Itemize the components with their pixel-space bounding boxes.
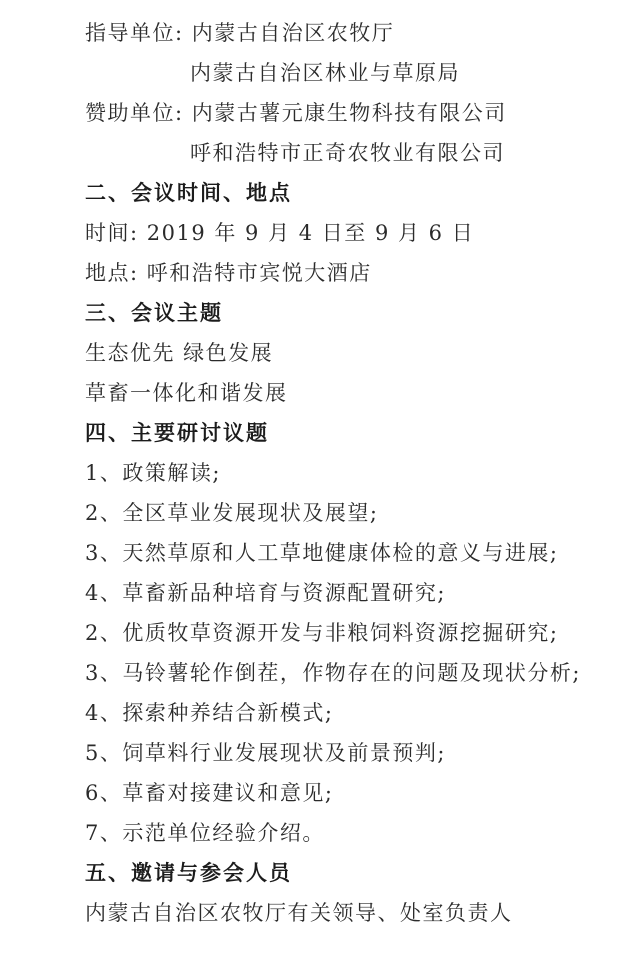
- topic-item-1: 1、政策解读;: [85, 461, 221, 485]
- topic-item-6: 3、马铃薯轮作倒茬，作物存在的问题及现状分析;: [85, 661, 581, 685]
- section-heading-attendees: 五、邀请与参会人员: [85, 861, 292, 885]
- meeting-time-line: 时间: 2019 年 9 月 4 日至 9 月 6 日: [85, 221, 475, 245]
- theme-line-2: 草畜一体化和谐发展: [85, 381, 288, 405]
- meeting-location-line: 地点: 呼和浩特市宾悦大酒店: [85, 261, 372, 285]
- section-heading-time-location: 二、会议时间、地点: [85, 181, 292, 205]
- topic-item-2: 2、全区草业发展现状及展望;: [85, 501, 379, 525]
- topic-item-5: 2、优质牧草资源开发与非粮饲料资源挖掘研究;: [85, 621, 559, 645]
- topic-item-8: 5、饲草料行业发展现状及前景预判;: [85, 741, 446, 765]
- section-heading-theme: 三、会议主题: [85, 301, 223, 325]
- sponsor-unit-line-2: 呼和浩特市正奇农牧业有限公司: [190, 141, 505, 165]
- attendees-line-1: 内蒙古自治区农牧厅有关领导、处室负责人: [85, 901, 513, 925]
- topic-item-9: 6、草畜对接建议和意见;: [85, 781, 334, 805]
- guide-unit-line-1: 指导单位: 内蒙古自治区农牧厅: [85, 21, 395, 45]
- topic-item-4: 4、草畜新品种培育与资源配置研究;: [85, 581, 446, 605]
- topic-item-10: 7、示范单位经验介绍。: [85, 821, 325, 845]
- section-heading-topics: 四、主要研讨议题: [85, 421, 269, 445]
- topic-item-7: 4、探索种养结合新模式;: [85, 701, 334, 725]
- topic-item-3: 3、天然草原和人工草地健康体检的意义与进展;: [85, 541, 559, 565]
- guide-unit-line-2: 内蒙古自治区林业与草原局: [190, 61, 460, 85]
- theme-line-1: 生态优先 绿色发展: [85, 341, 274, 365]
- sponsor-unit-line-1: 赞助单位: 内蒙古薯元康生物科技有限公司: [85, 101, 507, 125]
